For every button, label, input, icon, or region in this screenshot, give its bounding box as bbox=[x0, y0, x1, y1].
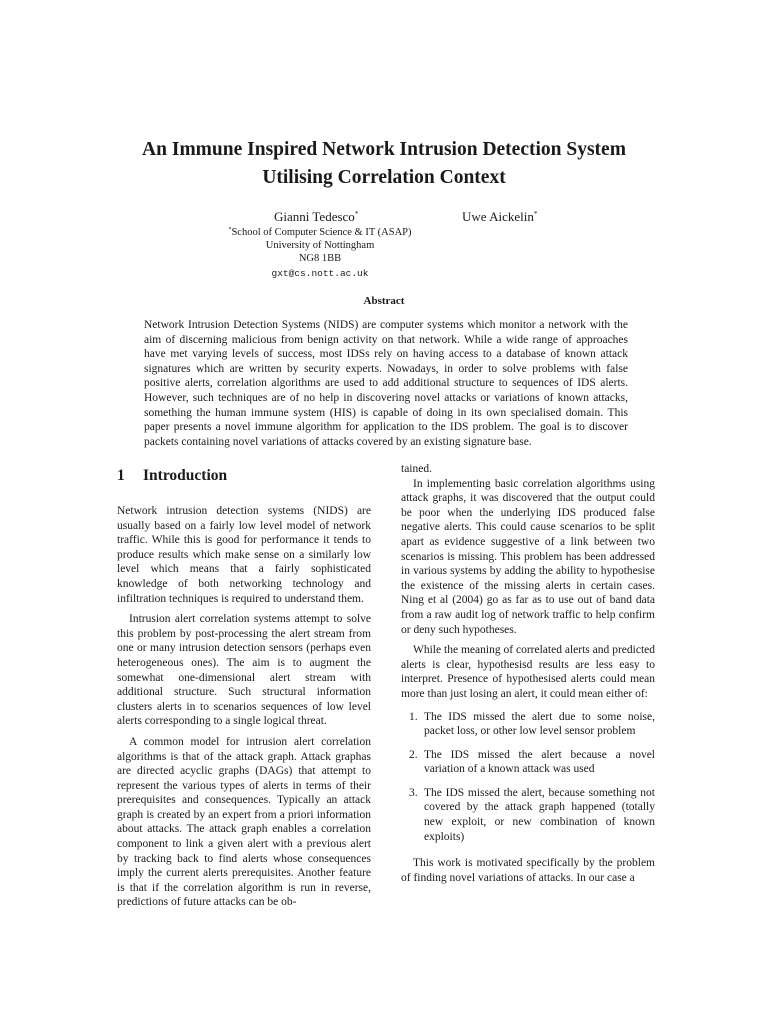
list-text: The IDS missed the alert, because something not covered by the attack graph happened (totally new exploit, or new combination of known exploits) bbox=[424, 786, 655, 843]
paper-title bbox=[60, 136, 708, 192]
author-name: Gianni Tedesco bbox=[274, 209, 355, 224]
paragraph-continuation: tained. bbox=[401, 463, 432, 475]
paragraph: While the meaning of correlated alerts and predicted alerts is clear, hypothesisd results are less easy to interpret. Presence of hypothesised alerts could mean more than just losing an alert, it could mean either of: bbox=[401, 644, 655, 700]
author-tedesco bbox=[274, 206, 358, 225]
affiliation-school: School of Computer Science & IT (ASAP) bbox=[231, 227, 412, 238]
title-line: An Immune Inspired Network Intrusion Detection System bbox=[142, 139, 626, 160]
abstract-heading: Abstract bbox=[363, 295, 405, 307]
affiliation-line: University of Nottingham bbox=[265, 240, 375, 251]
list-number: 1. bbox=[409, 710, 418, 723]
author-aickelin bbox=[462, 206, 537, 225]
paragraph: This work is motivated specifically by the problem of finding novel variations of attacks. In our case a bbox=[401, 857, 655, 884]
affiliation-line bbox=[200, 224, 440, 239]
section-heading bbox=[117, 464, 371, 488]
paragraph: Network intrusion detection systems (NIDS) are usually based on a fairly low level model of network traffic. While this is good for performance it tends to produce results which make sense on a similarly low level which means that a fairly sophisticated knowledge of both networking technology and infiltration techniques is required to understand them. bbox=[117, 505, 371, 605]
author-mark: * bbox=[533, 210, 538, 218]
title-line: Utilising Correlation Context bbox=[262, 167, 506, 188]
author-mark: * bbox=[354, 210, 359, 218]
affiliation bbox=[200, 224, 440, 280]
section-title: Introduction bbox=[143, 467, 228, 484]
section-number: 1 bbox=[117, 467, 125, 484]
left-column bbox=[117, 462, 371, 910]
paragraph: In implementing basic correlation algorithms using attack graphs, it was discovered that the output could be poor when the underlying IDS produced false negative alerts. This could cause scenarios to be split apart as evidence suggestive of a link between two scenarios is missing. This problem has been addressed in various systems by adding the ability to hypothesise the existence of the missing alerts in certain cases. Ning et al (2004) go as far as to use out of band data from a raw audit log of network traffic to help confirm or deny such hypotheses. bbox=[401, 477, 655, 636]
list-item bbox=[401, 710, 655, 739]
abstract-text: Network Intrusion Detection Systems (NIDS) are computer systems which monitor a network with the aim of discerning malicious from benign activity on that network. While a wide range of approaches have met varying levels of success, most IDSs rely on having access to a database of known attack signatures which are written by security experts. Nowadays, in order to solve problems with false positive alerts, correlation algorithms are used to add additional structure to sequences of IDS alerts. However, such techniques are of no help in discovering novel attacks or variations of known attacks, something the human immune system (HIS) is capable of doing in its own specialised domain. This paper presents a novel immune algorithm for application to the IDS problem. The goal is to discover packets containing novel variations of attacks covered by an existing signature base. bbox=[144, 319, 628, 448]
list-number: 2. bbox=[409, 748, 418, 761]
author-email: gxt@cs.nott.ac.uk bbox=[271, 268, 369, 279]
right-column bbox=[401, 462, 655, 885]
list-text: The IDS missed the alert because a novel variation of a known attack was used bbox=[424, 748, 655, 776]
list-item bbox=[401, 748, 655, 777]
paragraph: Intrusion alert correlation systems attempt to solve this problem by post-processing the alert stream from one or many intrusion detection sensors (perhaps even heterogeneous ones). The aim is to augment the somewhat one-dimensional alert stream with additional structure. Such structural information clusters alerts in to scenarios sequences of low level alerts corresponding to a single logical threat. bbox=[117, 613, 371, 728]
affiliation-mark: * bbox=[228, 227, 232, 233]
list-number: 3. bbox=[409, 786, 418, 799]
list-item bbox=[401, 786, 655, 844]
list-text: The IDS missed the alert due to some noise, packet loss, or other low level sensor problem bbox=[424, 710, 655, 738]
enumerated-list bbox=[401, 710, 655, 845]
paragraph: A common model for intrusion alert correlation algorithms is that of the attack graph. Attack graphas are directed acyclic graphs (DAGs) that attempt to represent the various types of alerts in terms of their prerequisites and consequences. Typically an attack graph is created by an expert from a priori information about attacks. The attack graph enables a correlation component to link a given alert with a previous alert by tracking back to find alerts whose consequences imply the current alerts prerequisites. Another feature is that if the correlation algorithm is run in reverse, predictions of future attacks can be ob- bbox=[117, 735, 371, 909]
affiliation-line: NG8 1BB bbox=[298, 253, 342, 264]
author-name: Uwe Aickelin bbox=[462, 209, 534, 224]
